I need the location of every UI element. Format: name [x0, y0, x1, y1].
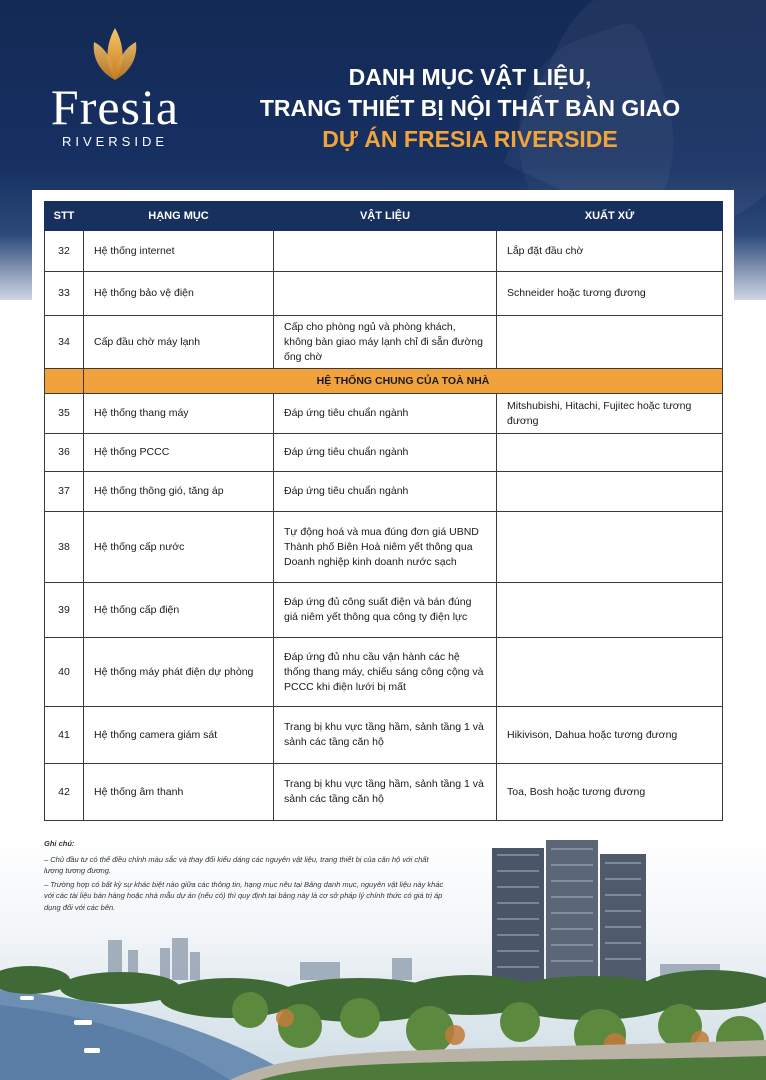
cell-origin [497, 472, 723, 512]
notes-heading: Ghi chú: [44, 839, 75, 848]
header-item: HẠNG MỤC [84, 202, 274, 231]
cell-stt: 42 [45, 764, 84, 821]
cell-origin [497, 512, 723, 583]
cell-item: Hệ thống âm thanh [84, 764, 274, 821]
cell-origin: Toa, Bosh hoặc tương đương [497, 764, 723, 821]
table-row [45, 231, 723, 272]
cell-stt: 33 [45, 272, 84, 316]
cell-material: Đáp ứng tiêu chuẩn ngành [274, 472, 497, 512]
cell-material: Cấp cho phòng ngủ và phòng khách, không bàn giao máy lạnh chỉ đi sẵn đường ống chờ [274, 316, 497, 369]
title-line-3: DỰ ÁN FRESIA RIVERSIDE [322, 126, 618, 152]
cell-stt: 38 [45, 512, 84, 583]
cell-stt: 41 [45, 707, 84, 764]
section-title: HỆ THỐNG CHUNG CỦA TOÀ NHÀ [84, 369, 723, 394]
table-row [45, 434, 723, 472]
table-row [45, 512, 723, 583]
note-item: – Chủ đầu tư có thể điều chỉnh màu sắc và thay đổi kiểu dáng các nguyên vật liệu, trang thiết bị của căn hộ với chất lượng tương đương. [44, 854, 429, 875]
cell-material: Đáp ứng đủ nhu cầu vận hành các hệ thống thang máy, chiếu sáng công cộng và PCCC khi điện lưới bị mất [274, 638, 497, 707]
brand-logo [40, 26, 190, 156]
cell-origin [497, 583, 723, 638]
section-row [45, 369, 723, 394]
cell-material: Đáp ứng tiêu chuẩn ngành [274, 394, 497, 434]
cell-material: Tự động hoá và mua đúng đơn giá UBND Thành phố Biên Hoà niêm yết thông qua Doanh nghiệp kinh doanh nước sạch [274, 512, 497, 583]
header-origin: XUẤT XỨ [497, 202, 723, 231]
table-row [45, 272, 723, 316]
title-line-2: TRANG THIẾT BỊ NỘI THẤT BÀN GIAO [259, 95, 681, 121]
cell-origin: Mitshubishi, Hitachi, Fujitec hoặc tương đương [497, 394, 723, 434]
cell-stt: 34 [45, 316, 84, 369]
cell-material [274, 231, 497, 272]
cell-item: Hệ thống PCCC [84, 434, 274, 472]
cell-material: Đáp ứng tiêu chuẩn ngành [274, 434, 497, 472]
flower-icon [88, 26, 142, 82]
table-row [45, 583, 723, 638]
table-row [45, 764, 723, 821]
table-header-row [45, 202, 723, 231]
cell-item: Hệ thống bảo vệ điện [84, 272, 274, 316]
cell-item: Hệ thống internet [84, 231, 274, 272]
table-row [45, 394, 723, 434]
table-row [45, 472, 723, 512]
cell-item: Hệ thống camera giám sát [84, 707, 274, 764]
cell-stt: 36 [45, 434, 84, 472]
section-blank-cell [45, 369, 84, 394]
cell-stt: 39 [45, 583, 84, 638]
cell-origin: Hikivison, Dahua hoặc tương đương [497, 707, 723, 764]
page-title [210, 62, 730, 155]
cell-stt: 37 [45, 472, 84, 512]
header-material: VẬT LIỆU [274, 202, 497, 231]
table-row [45, 316, 723, 369]
title-line-1: DANH MỤC VẬT LIỆU, [348, 64, 592, 90]
materials-table [44, 201, 723, 821]
brand-subtitle: RIVERSIDE [61, 134, 169, 149]
cell-item: Hệ thống máy phát điện dự phòng [84, 638, 274, 707]
cell-stt: 32 [45, 231, 84, 272]
note-item: – Trường hợp có bất kỳ sự khác biệt nào giữa các thông tin, hạng mục nêu tại Bảng danh mục, nguyên vật liệu này khác với các tài liệu bán hàng hoặc nhà mẫu dự án (nếu có) thì quy định tại bảng này là cơ sở pháp lý chính thức có giá trị áp dụng đối với các bên. [44, 879, 444, 912]
cell-stt: 40 [45, 638, 84, 707]
cell-origin [497, 316, 723, 369]
cell-material: Đáp ứng đủ công suất điện và bán đúng giá niêm yết thông qua công ty điện lực [274, 583, 497, 638]
table-row [45, 638, 723, 707]
header-stt: STT [45, 202, 84, 231]
cell-origin [497, 638, 723, 707]
cell-item: Hệ thống thông gió, tăng áp [84, 472, 274, 512]
cell-material: Trang bị khu vực tầng hầm, sảnh tầng 1 và sảnh các tầng căn hộ [274, 707, 497, 764]
cell-material [274, 272, 497, 316]
cell-material: Trang bị khu vực tầng hầm, sảnh tầng 1 và sảnh các tầng căn hộ [274, 764, 497, 821]
brand-name: Fresia [50, 79, 180, 135]
cell-item: Hệ thống cấp điện [84, 583, 274, 638]
cell-origin [497, 434, 723, 472]
cell-origin: Lắp đặt đầu chờ [497, 231, 723, 272]
table-card [32, 190, 734, 828]
cell-item: Cấp đầu chờ máy lạnh [84, 316, 274, 369]
cell-item: Hệ thống cấp nước [84, 512, 274, 583]
table-row [45, 707, 723, 764]
notes [44, 838, 444, 915]
cell-item: Hệ thống thang máy [84, 394, 274, 434]
cell-origin: Schneider hoặc tương đương [497, 272, 723, 316]
cell-stt: 35 [45, 394, 84, 434]
